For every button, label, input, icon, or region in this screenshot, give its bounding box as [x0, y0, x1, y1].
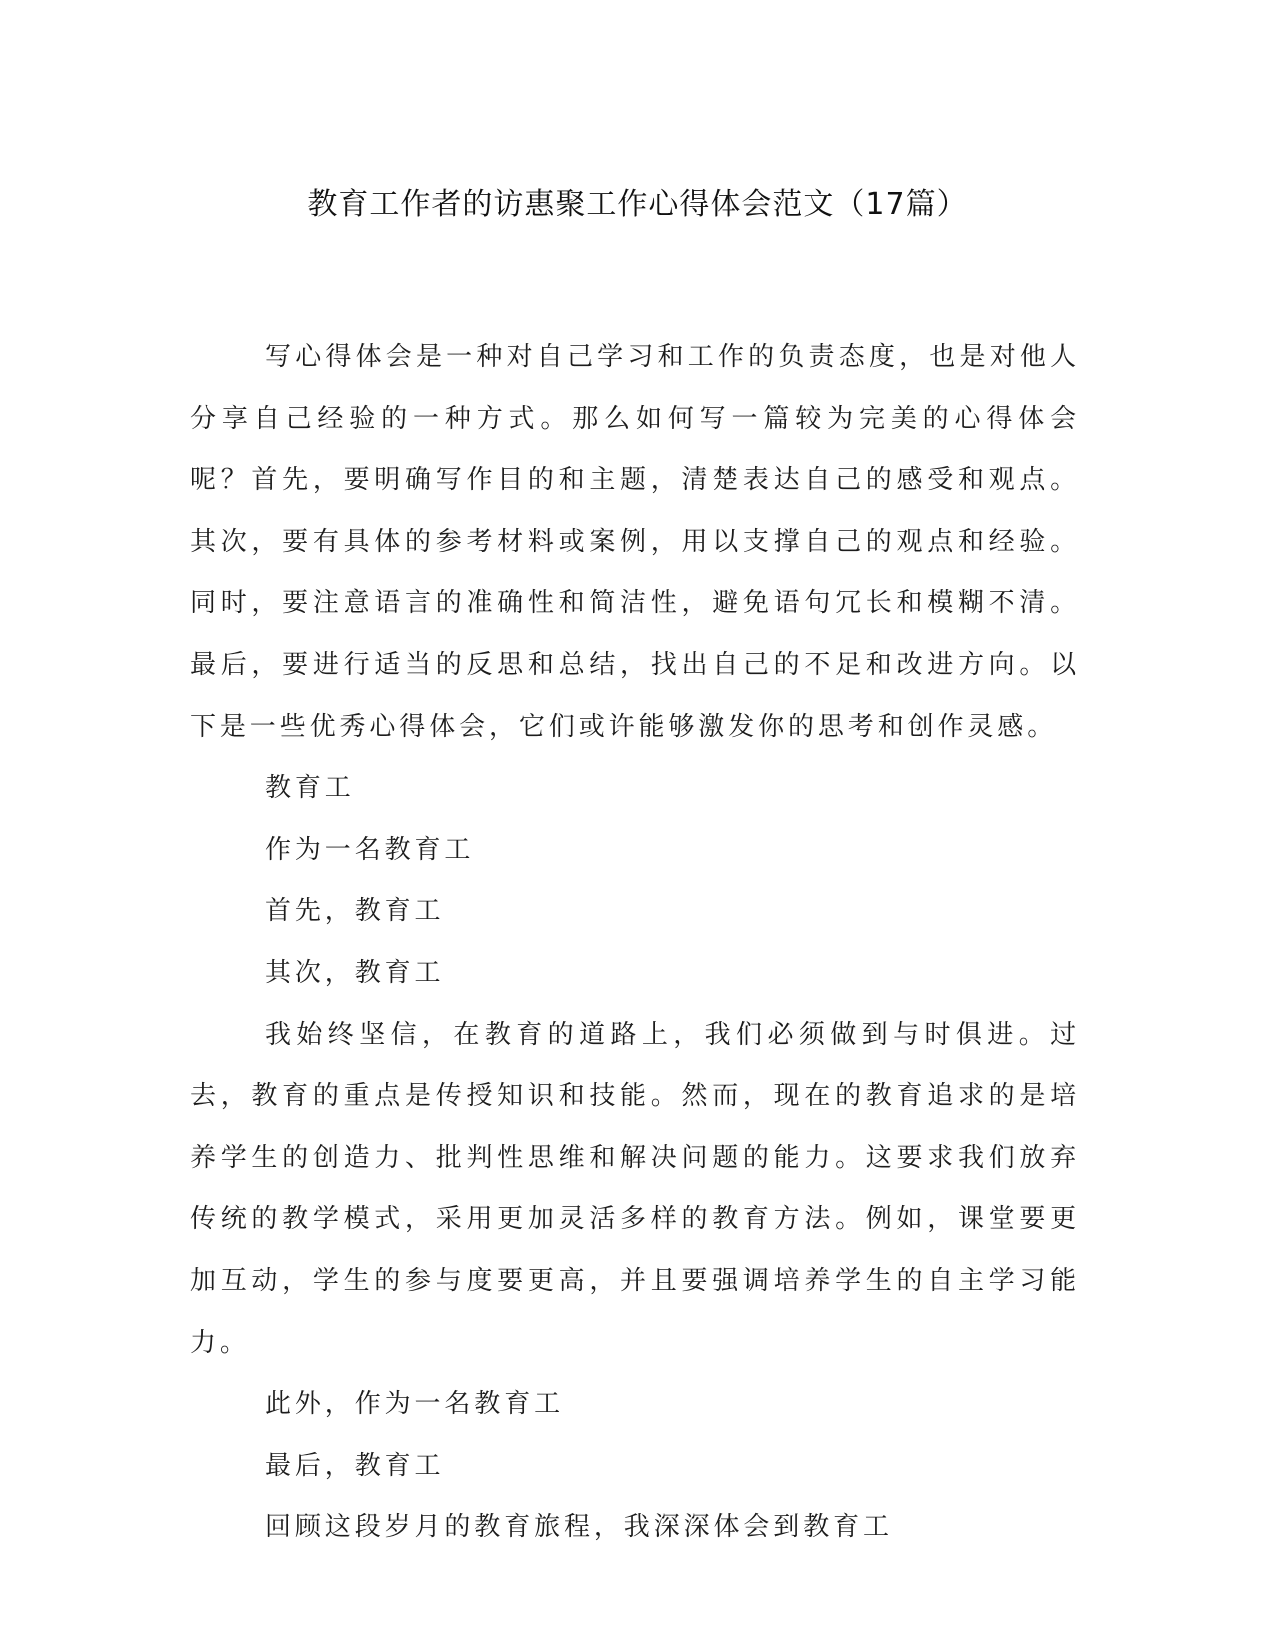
paragraph-fragment: 首先，教育工 — [265, 896, 445, 927]
document-title: 教育工作者的访惠聚工作心得体会范文（17篇） — [307, 187, 968, 222]
paragraph-fragment: 作为一名教育工 — [265, 834, 475, 865]
paragraph-body: 我始终坚信，在教育的道路上，我们必须做到与时俱进。过去，教育的重点是传授知识和技能。然而，现在的教育追求的是培养学生的创造力、批判性思维和解决问题的能力。这要求我们放弃传统的教学模式，采用更加灵活多样的教育方法。例如，课堂要更加互动，学生的参与度要更高，并且要强调培养学生的自主学习能力。 — [190, 1019, 1080, 1358]
paragraph-fragment: 回顾这段岁月的教育旅程，我深深体会到教育工 — [265, 1512, 893, 1543]
paragraph-fragment: 教育工 — [265, 773, 355, 804]
paragraph-intro: 写心得体会是一种对自己学习和工作的负责态度，也是对他人分享自己经验的一种方式。那么如何写一篇较为完美的心得体会呢？首先，要明确写作目的和主题，清楚表达自己的感受和观点。其次，要有具体的参考材料或案例，用以支撑自己的观点和经验。同时，要注意语言的准确性和简洁性，避免语句冗长和模糊不清。最后，要进行适当的反思和总结，找出自己的不足和改进方向。以下是一些优秀心得体会，它们或许能够激发你的思考和创作灵感。 — [190, 342, 1080, 742]
document-body — [190, 327, 1080, 1559]
paragraph-fragment: 此外，作为一名教育工 — [265, 1389, 565, 1420]
paragraph-fragment: 其次，教育工 — [265, 957, 445, 988]
paragraph-fragment: 最后，教育工 — [265, 1450, 445, 1481]
